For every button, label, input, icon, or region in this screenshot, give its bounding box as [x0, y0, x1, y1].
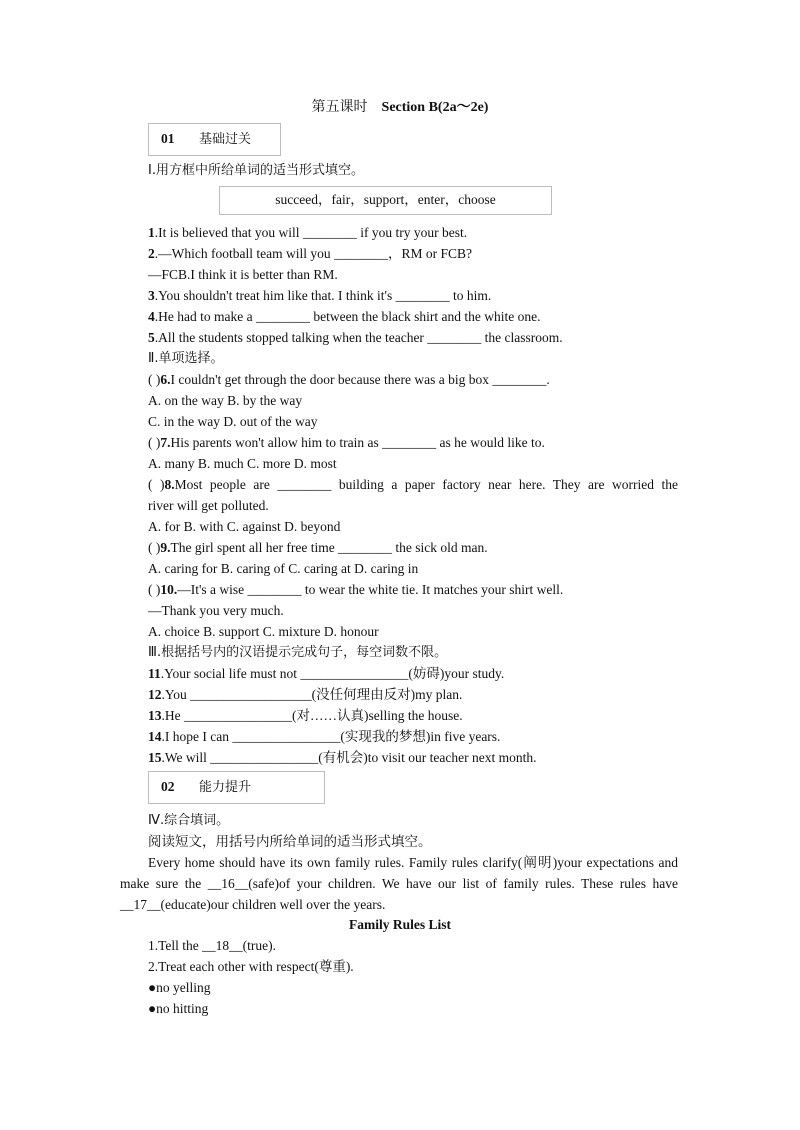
family-rules-title: Family Rules List: [348, 917, 451, 932]
blank-18[interactable]: __18__: [202, 938, 243, 953]
question-7: ( )7.His parents won't allow him to train as ________ as he would like to.: [148, 435, 545, 450]
rule-bullet-1: ●no yelling: [148, 980, 211, 995]
question-4: 4.He had to make a ________ between the black shirt and the white one.: [148, 309, 541, 324]
part-01-box: [148, 123, 281, 156]
part-02-number: 02: [161, 779, 175, 794]
section-3-heading: Ⅲ.根据括号内的汉语提示完成句子，每空词数不限。: [148, 645, 448, 660]
question-8: ( )8.Most people are ________ building a paper factory near here. They are worried the: [148, 477, 678, 492]
rule-2: 2.Treat each other with respect(尊重).: [148, 959, 354, 974]
question-2: 2.—Which football team will you ________，RM or FCB?: [148, 246, 472, 261]
part-01-label: 基础过关: [199, 132, 252, 147]
question-10: ( )10.—It's a wise ________ to wear the white tie. It matches your shirt well.: [148, 582, 564, 597]
question-12: 12.You __________________(没任何理由反对)my plan.: [148, 687, 463, 702]
section-label: Section B(2a～2e): [381, 100, 489, 115]
page-title: [0, 98, 800, 118]
question-6: ( )6.I couldn't get through the door because there was a big box ________.: [148, 372, 550, 387]
question-6-options-ab: A. on the way B. by the way: [148, 393, 303, 408]
question-9: ( )9.The girl spent all her free time ________ the sick old man.: [148, 540, 488, 555]
question-3: 3.You shouldn't treat him like that. I think it's ________ to him.: [148, 288, 492, 303]
part-01-number: 01: [161, 131, 175, 146]
question-14: 14.I hope I can ________________(实现我的梦想)in five years.: [148, 729, 501, 744]
section-4-instruction: 阅读短文，用括号内所给单词的适当形式填空。: [148, 834, 432, 849]
lesson-label: 第五课时: [311, 100, 368, 115]
question-15: 15.We will ________________(有机会)to visit our teacher next month.: [148, 750, 537, 765]
question-6-options-cd: C. in the way D. out of the way: [148, 414, 318, 429]
question-13: 13.He ________________(对……认真)selling the house.: [148, 708, 463, 723]
question-2-answer-line: —FCB.I think it is better than RM.: [148, 267, 338, 282]
question-10-options: A. choice B. support C. mixture D. honour: [148, 624, 379, 639]
question-8-continued: river will get polluted.: [148, 498, 269, 513]
question-7-options: A. many B. much C. more D. most: [148, 456, 337, 471]
question-9-options: A. caring for B. caring of C. caring at D. caring in: [148, 561, 419, 576]
question-8-options: A. for B. with C. against D. beyond: [148, 519, 341, 534]
question-1: 1.It is believed that you will ________ if you try your best.: [148, 225, 468, 240]
question-11: 11.Your social life must not ________________(妨碍)your study.: [148, 666, 505, 681]
passage-paragraph: Every home should have its own family rules. Family rules clarify(阐明)your expectations and make sure the __16__(safe)of your children. We have our list of family rules. These rules have __17__(educate)our children well over the years.: [120, 855, 678, 912]
section-2-heading: Ⅱ.单项选择。: [148, 351, 224, 366]
part-02-box: [148, 771, 325, 804]
section-1-heading: Ⅰ.用方框中所给单词的适当形式填空。: [148, 163, 364, 178]
question-10-reply: —Thank you very much.: [148, 603, 284, 618]
question-5: 5.All the students stopped talking when the teacher ________ the classroom.: [148, 330, 563, 345]
rule-1: 1.Tell the __18__(true).: [148, 938, 277, 953]
section-4-heading: Ⅳ.综合填词。: [148, 813, 230, 828]
word-box: [219, 186, 552, 215]
blank-17[interactable]: __17__: [120, 897, 161, 912]
rule-bullet-2: ●no hitting: [148, 1001, 209, 1016]
blank-16[interactable]: __16__: [207, 876, 249, 891]
word-box-text: succeed，fair，support，enter，choose: [275, 192, 496, 207]
part-02-label: 能力提升: [199, 780, 252, 795]
